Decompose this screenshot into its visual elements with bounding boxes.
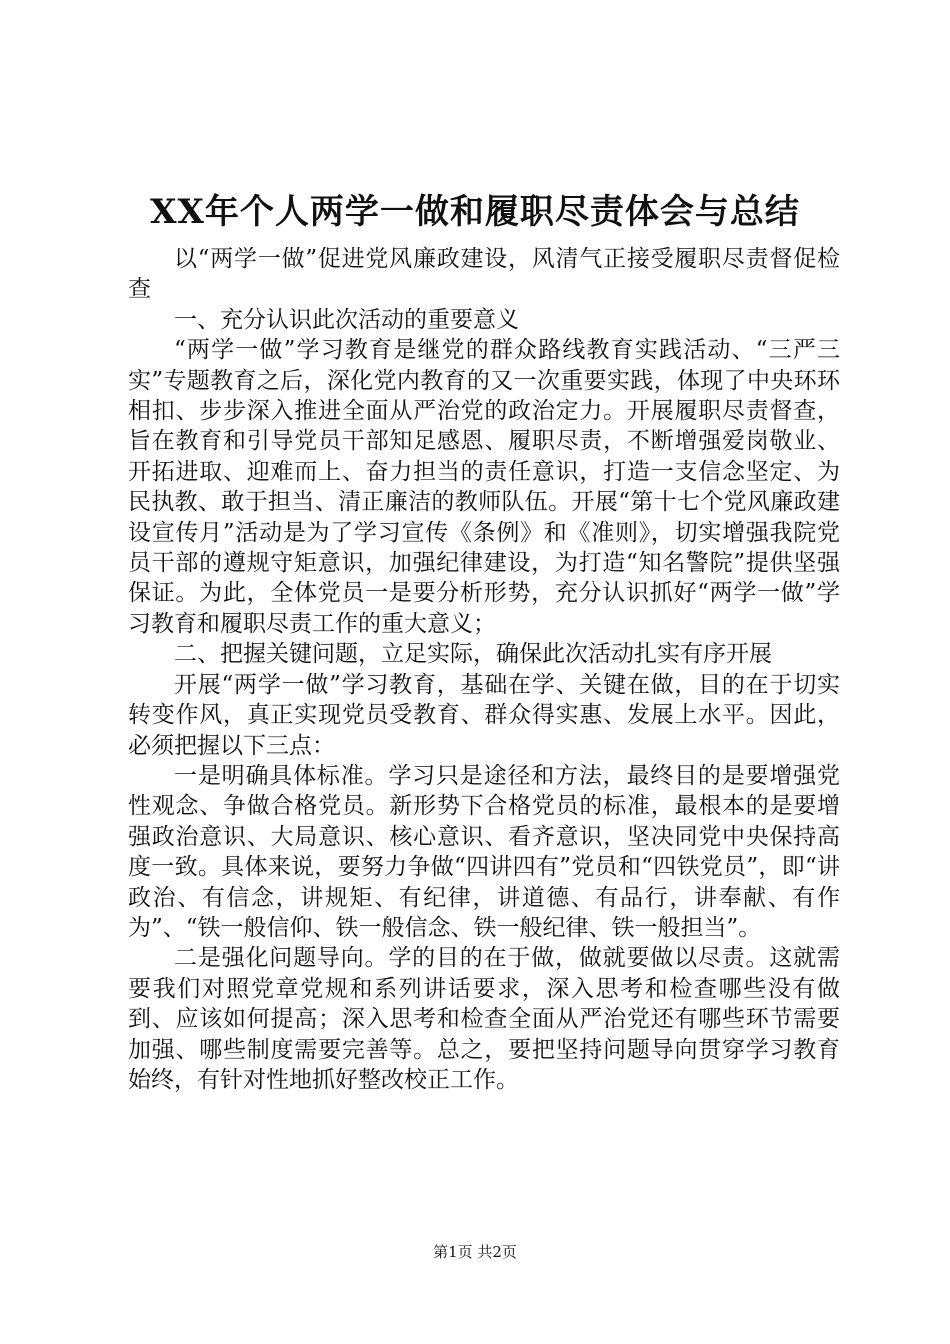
section-heading-2: 二、把握关键问题，立足实际，确保此次活动扎实有序开展: [174, 641, 772, 668]
section-heading-1: 一、充分认识此次活动的重要意义: [174, 306, 519, 333]
document-title: XX年个人两学一做和履职尽责体会与总结: [150, 192, 800, 232]
paragraph: 二是强化问题导向。学的目的在于做，做就要做以尽责。这就需要我们对照党章党规和系列讲话要求，深入思考和检查哪些没有做到、应该如何提高；深入思考和检查全面从严治党还有哪些环节需要加强、哪些制度需要完善等。总之，要把坚持问题导向贯穿学习教育始终，有针对性地抓好整改校正工作。: [128, 945, 840, 1093]
paragraph-subtitle: 以“两学一做”促进党风廉政建设，风清气正接受履职尽责督促检查: [128, 246, 840, 303]
paragraph: “两学一做”学习教育是继党的群众路线教育实践活动、“三严三实”专题教育之后，深化党内教育的又一次重要实践，体现了中央环环相扣、步步深入推进全面从严治党的政治定力。开展履职尽责督查，旨在教育和引导党员干部知足感恩、履职尽责，不断增强爱岗敬业、开拓进取、迎难而上、奋力担当的责任意识，打造一支信念坚定、为民执教、敢于担当、清正廉洁的教师队伍。开展“第十七个党风廉政建设宣传月”活动是为了学习宣传《条例》和《准则》，切实增强我院党员干部的遵规守矩意识，加强纪律建设，为打造“知名警院”提供坚强保证。为此，全体党员一是要分析形势，充分认识抓好“两学一做”学习教育和履职尽责工作的重大意义；: [128, 337, 840, 637]
document-body: [128, 244, 840, 1095]
paragraph: 一是明确具体标准。学习只是途径和方法，最终目的是要增强党性观念、争做合格党员。新形势下合格党员的标准，最根本的是要增强政治意识、大局意识、核心意识、看齐意识，坚决同党中央保持高度一致。具体来说，要努力争做“四讲四有”党员和“四铁党员”，即“讲政治、有信念，讲规矩、有纪律，讲道德、有品行，讲奉献、有作为”、“铁一般信仰、铁一般信念、铁一般纪律、铁一般担当”。: [128, 762, 840, 941]
page-number-footer: 第1页 共2页: [433, 1243, 517, 1261]
paragraph: 开展“两学一做”学习教育，基础在学、关键在做，目的在于切实转变作风，真正实现党员受教育、群众得实惠、发展上水平。因此，必须把握以下三点：: [128, 671, 840, 759]
